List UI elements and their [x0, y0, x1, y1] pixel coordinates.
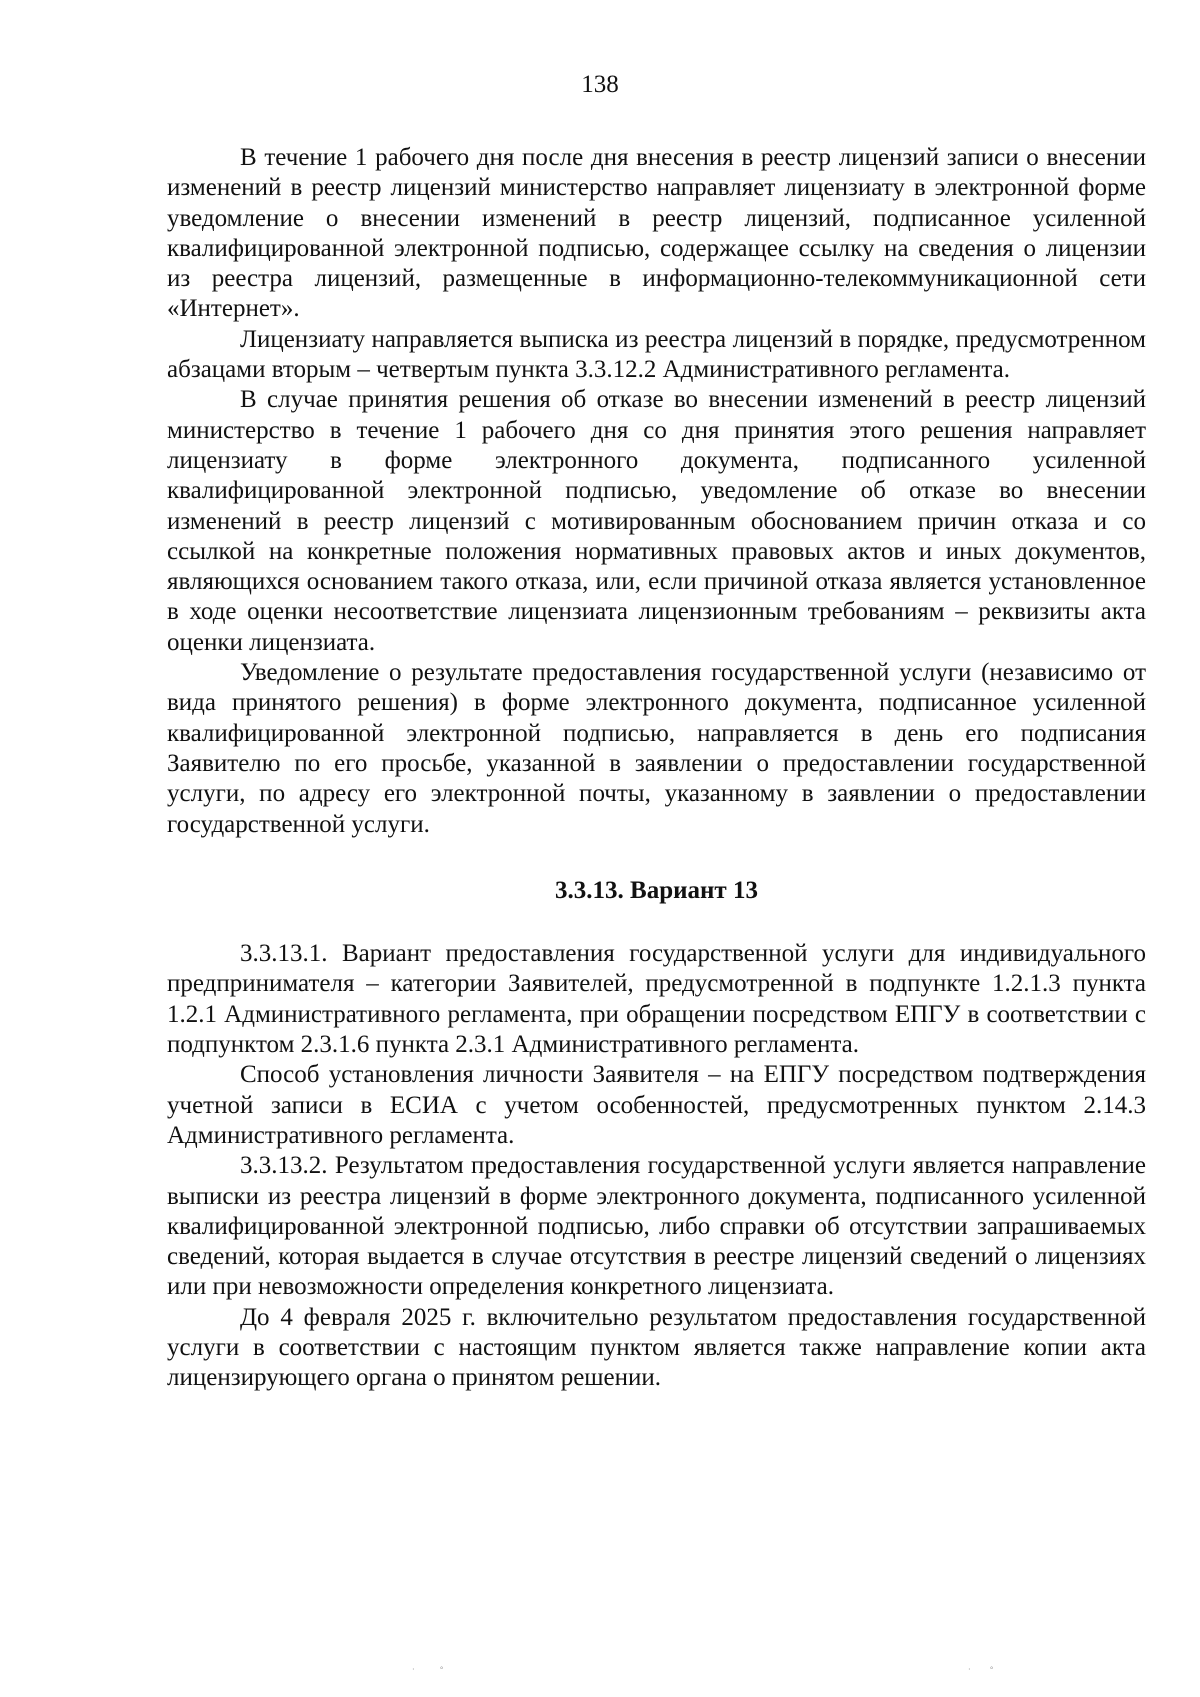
paragraph-license-change-notice: В течение 1 рабочего дня после дня внесения в реестр лицензий записи о внесении изменений в реестр лицензий министерство направляет лицензиату в электронной форме уведомление о внесении изменений в реестр лицензий, подписанное усиленной квалифицированной электронной подписью, содержащее ссылку на сведения о лицензии из реестра лицензий, размещенные в информационно-телекоммуникационной сети «Интернет».	[167, 144, 1146, 323]
paragraph-refusal-notice: В случае принятия решения об отказе во внесении изменений в реестр лицензий министерство в течение 1 рабочего дня со дня принятия этого решения направляет лицензиату в форме электронного документа, подписанного усиленной квалифицированной электронной подписью, уведомление об отказе во внесении изменений в реестр лицензий с мотивированным обоснованием причин отказа и со ссылкой на конкретные положения нормативных правовых актов и иных документов, являющихся основанием такого отказа, или, если причиной отказа является установленное в ходе оценки несоответствие лицензиата лицензионным требованиям – реквизиты акта оценки лицензиата.	[167, 386, 1146, 656]
paragraph-variant-description: 3.3.13.1. Вариант предоставления государственной услуги для индивидуального предпринимателя – категории Заявителей, предусмотренной в подпункте 1.2.1.3 пункта 1.2.1 Административного регламента, при обращении посредством ЕПГУ в соответствии с подпунктом 2.3.1.6 пункта 2.3.1 Административного регламента.	[167, 940, 1146, 1059]
paragraph-result-notification: Уведомление о результате предоставления государственной услуги (независимо от вида принятого решения) в форме электронного документа, подписанное усиленной квалифицированной электронной подписью, направляется в день его подписания Заявителю по его просьбе, указанной в заявлении о предоставлении государственной услуги, по адресу его электронной почты, указанному в заявлении о предоставлении государственной услуги.	[167, 659, 1146, 838]
paragraph-registry-extract: Лицензиату направляется выписка из реестра лицензий в порядке, предусмотренном абзацами вторым – четвертым пункта 3.3.12.2 Административного регламента.	[167, 325, 1146, 384]
scan-speck: ·	[968, 1665, 971, 1674]
scan-speck: °	[440, 1665, 444, 1674]
scan-speck: ·	[412, 1665, 415, 1674]
scan-speck: °	[990, 1665, 994, 1674]
paragraph-transitional-result: До 4 февраля 2025 г. включительно результатом предоставления государственной услуги в соответствии с настоящим пунктом является также направление копии акта лицензирующего органа о принятом решении.	[167, 1303, 1146, 1392]
paragraph-service-result: 3.3.13.2. Результатом предоставления государственной услуги является направление выписки из реестра лицензий в форме электронного документа, подписанного усиленной квалифицированной электронной подписью, либо справки об отсутствии запрашиваемых сведений, которая выдается в случае отсутствия в реестре лицензий сведений о лицензиях или при невозможности определения конкретного лицензиата.	[167, 1152, 1146, 1301]
section-heading-variant-13: 3.3.13. Вариант 13	[555, 876, 758, 904]
paragraph-identity-method: Способ установления личности Заявителя – на ЕПГУ посредством подтверждения учетной записи в ЕСИА с учетом особенностей, предусмотренных пунктом 2.14.3 Административного регламента.	[167, 1061, 1146, 1149]
page-number: 138	[581, 71, 619, 98]
document-body	[167, 143, 1146, 1394]
